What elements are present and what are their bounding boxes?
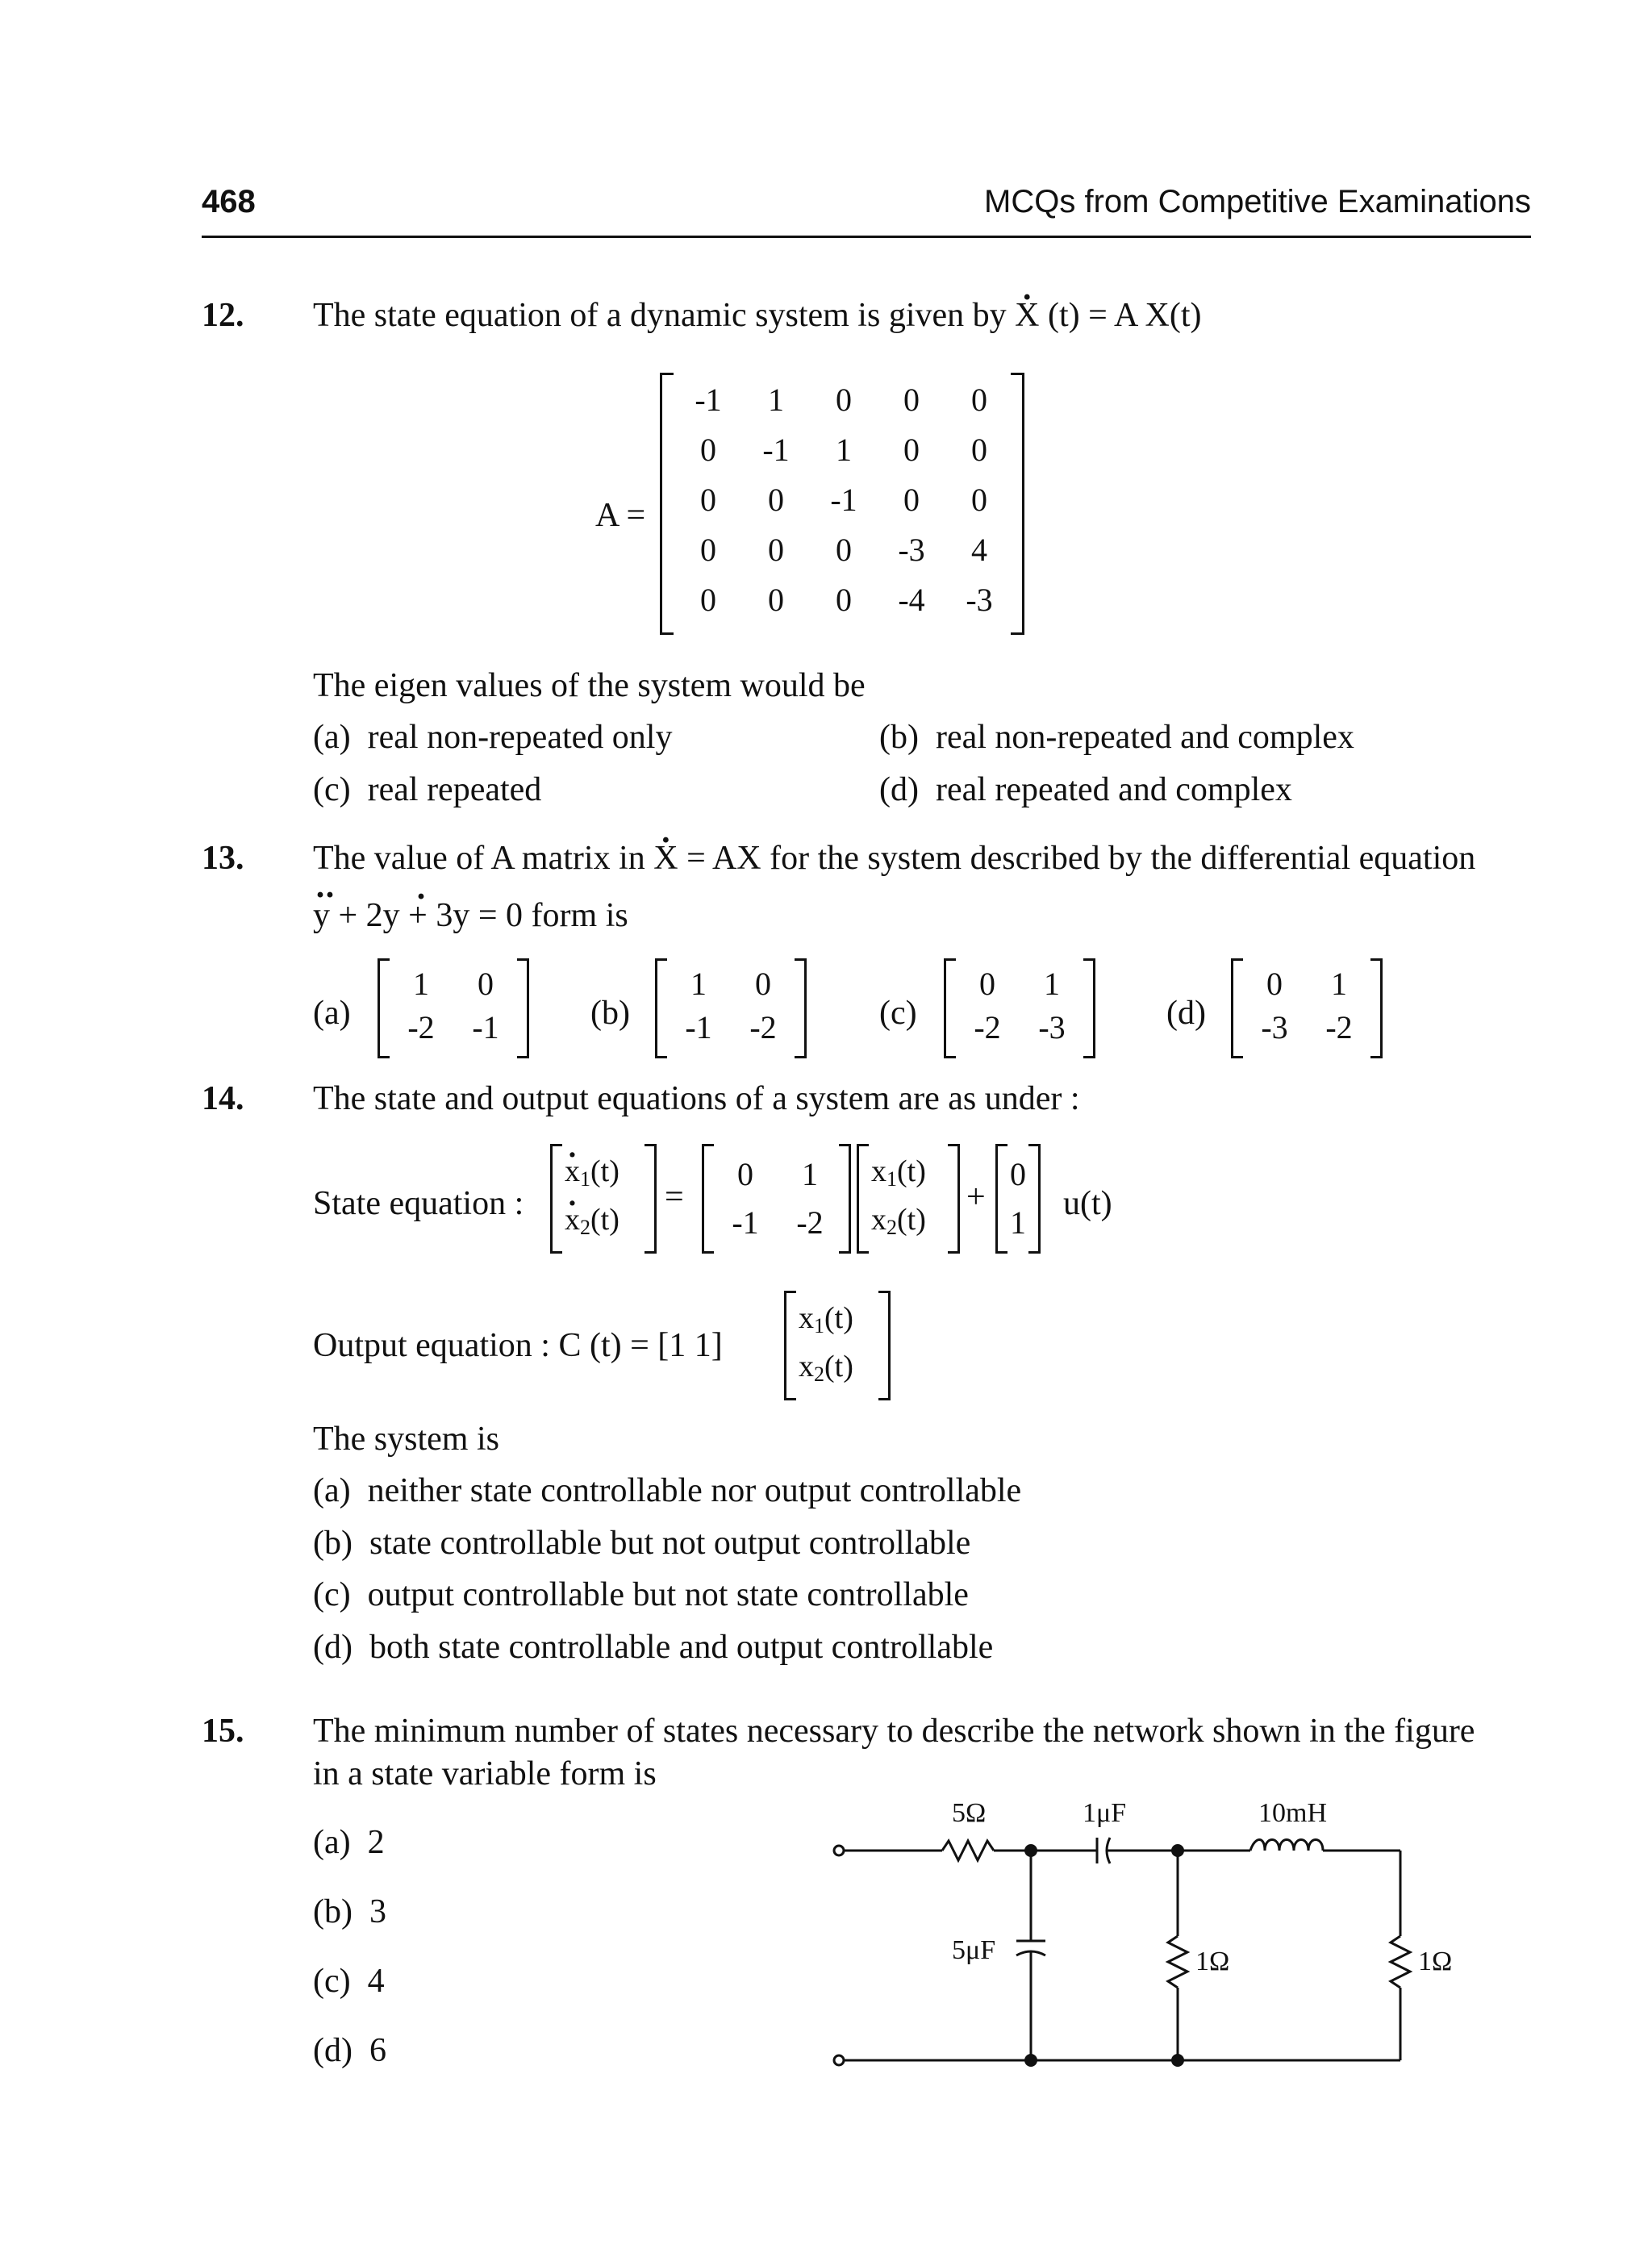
label-5ohm: 5Ω: [952, 1798, 987, 1828]
matrix-cell: 0: [971, 432, 987, 468]
matrix-cell: -3: [1038, 1009, 1066, 1045]
header-rule: [202, 236, 1531, 238]
label-1uf: 1μF: [1083, 1798, 1127, 1828]
matrix-cell: 0: [768, 482, 784, 518]
matrix-cell: -2: [1325, 1009, 1353, 1045]
q13-number: 13.: [202, 840, 244, 877]
q14-option-b[interactable]: (b) state controllable but not output controllable: [313, 1525, 971, 1562]
q13-option-matrix: [944, 958, 1095, 1058]
q15-option-d[interactable]: (d) 6: [313, 2032, 386, 2069]
matrix-cell: 1: [413, 966, 429, 1002]
matrix-cell: 0: [768, 582, 784, 618]
q13-stem-line2: y + 2y + 3y = 0 form is: [313, 897, 628, 934]
matrix-cell: 1: [1044, 966, 1060, 1002]
q13-option-b[interactable]: (b): [590, 995, 630, 1032]
q14-option-c[interactable]: (c) output controllable but not state controllable: [313, 1576, 969, 1613]
matrix-cell: 0: [903, 432, 920, 468]
matrix-cell: 1: [768, 382, 784, 418]
matrix-cell: 0: [478, 966, 494, 1002]
matrix-cell: -3: [1261, 1009, 1288, 1045]
q13-option-a[interactable]: (a): [313, 995, 351, 1032]
matrix-cell: 0: [903, 482, 920, 518]
matrix-cell: 0: [836, 382, 852, 418]
matrix-cell: 1: [836, 432, 852, 468]
resistor-1ohm-right: [1391, 1936, 1410, 1988]
q15-stem-line1: The minimum number of states necessary to describe the network shown in the figure: [313, 1713, 1475, 1750]
q15-option-a[interactable]: (a) 2: [313, 1824, 385, 1861]
junction-node: [1024, 2054, 1037, 2067]
q13-stem-line1: The value of A matrix in · X = AX for the system described by the differential equation: [313, 839, 1475, 878]
q14-option-d[interactable]: (d) both state controllable and output controllable: [313, 1629, 994, 1666]
matrix-cell: -1: [472, 1009, 499, 1045]
input-terminal-bottom: [834, 2055, 844, 2065]
running-header-title: MCQs from Competitive Examinations: [984, 184, 1531, 219]
q14-number: 14.: [202, 1080, 244, 1117]
q14-equals: =: [665, 1179, 684, 1216]
input-terminal-top: [834, 1846, 844, 1855]
matrix-cell: 4: [971, 532, 987, 568]
q14-input: u(t): [1063, 1185, 1112, 1222]
page-number: 468: [202, 184, 256, 219]
q13-option-c[interactable]: (c): [879, 995, 917, 1032]
matrix-cell: 0: [971, 382, 987, 418]
q14-output-label: Output equation : C (t) = [1 1]: [313, 1327, 723, 1364]
q14-x-vector: $x_1(t)$ $x_2(t)$: [857, 1144, 960, 1254]
matrix-cell: 0: [971, 482, 987, 518]
q12-option-c[interactable]: (c) real repeated: [313, 771, 542, 808]
junction-node: [1171, 2054, 1184, 2067]
q14-xdot-vector: · $x_1(t)$ · $x_2(t)$: [550, 1144, 657, 1254]
q15-circuit-diagram: [823, 1783, 1484, 2073]
q13-option-matrix: [655, 958, 807, 1058]
matrix-cell: -2: [749, 1009, 777, 1045]
q14-plus: +: [966, 1179, 986, 1216]
label-1ohm-middle: 1Ω: [1195, 1947, 1230, 1976]
q14-state-label: State equation :: [313, 1185, 524, 1222]
matrix-cell: 0: [700, 482, 716, 518]
q14-stem: The state and output equations of a system are as under :: [313, 1080, 1080, 1117]
q15-number: 15.: [202, 1713, 244, 1750]
junction-node: [1171, 1844, 1184, 1857]
q12-matrix-label: A =: [595, 497, 646, 534]
matrix-cell: 1: [690, 966, 707, 1002]
matrix-cell: 0: [700, 582, 716, 618]
matrix-cell: -1: [685, 1009, 712, 1045]
matrix-cell: 0: [700, 432, 716, 468]
matrix-cell: 0: [836, 582, 852, 618]
q12-prompt: The eigen values of the system would be: [313, 667, 866, 704]
matrix-cell: -3: [898, 532, 925, 568]
q15-stem-line2: in a state variable form is: [313, 1755, 657, 1792]
q12-option-d[interactable]: (d) real repeated and complex: [879, 771, 1292, 808]
q14-output-x-vector: $x_1(t)$ $x_2(t)$: [784, 1291, 891, 1400]
resistor-5ohm: [942, 1841, 994, 1860]
q13-option-matrix: [378, 958, 529, 1058]
inductor-10mh: [1250, 1840, 1323, 1851]
label-5uf: 5μF: [952, 1935, 996, 1965]
q14-option-a[interactable]: (a) neither state controllable nor output controllable: [313, 1472, 1022, 1509]
matrix-cell: -2: [407, 1009, 435, 1045]
q12-option-b[interactable]: (b) real non-repeated and complex: [879, 719, 1354, 756]
matrix-cell: 0: [1266, 966, 1283, 1002]
matrix-cell: 0: [700, 532, 716, 568]
q14-b-vector: 0 1: [995, 1144, 1041, 1254]
q12-number: 12.: [202, 297, 244, 334]
q12-stem: The state equation of a dynamic system is given by · X (t) = A X(t): [313, 296, 1201, 335]
matrix-cell: -1: [695, 382, 722, 418]
matrix-cell: 0: [979, 966, 995, 1002]
q13-option-d[interactable]: (d): [1166, 995, 1206, 1032]
q12-matrix: [660, 373, 1024, 635]
matrix-cell: -1: [762, 432, 790, 468]
resistor-1ohm-middle: [1168, 1936, 1187, 1988]
junction-node: [1024, 1844, 1037, 1857]
label-10mh: 10mH: [1258, 1798, 1327, 1828]
matrix-cell: 0: [836, 532, 852, 568]
q15-option-c[interactable]: (c) 4: [313, 1963, 385, 2000]
matrix-cell: 1: [1331, 966, 1347, 1002]
q14-a-matrix: 0 1 -1 -2: [702, 1144, 851, 1254]
matrix-cell: 0: [755, 966, 771, 1002]
matrix-cell: -3: [966, 582, 993, 618]
q15-option-b[interactable]: (b) 3: [313, 1893, 386, 1930]
matrix-cell: -2: [974, 1009, 1001, 1045]
q12-option-a[interactable]: (a) real non-repeated only: [313, 719, 673, 756]
q14-prompt: The system is: [313, 1421, 499, 1458]
matrix-cell: -4: [898, 582, 925, 618]
label-1ohm-right: 1Ω: [1418, 1947, 1453, 1976]
matrix-cell: 0: [903, 382, 920, 418]
matrix-cell: 0: [768, 532, 784, 568]
q13-option-matrix: [1231, 958, 1383, 1058]
matrix-cell: -1: [830, 482, 857, 518]
